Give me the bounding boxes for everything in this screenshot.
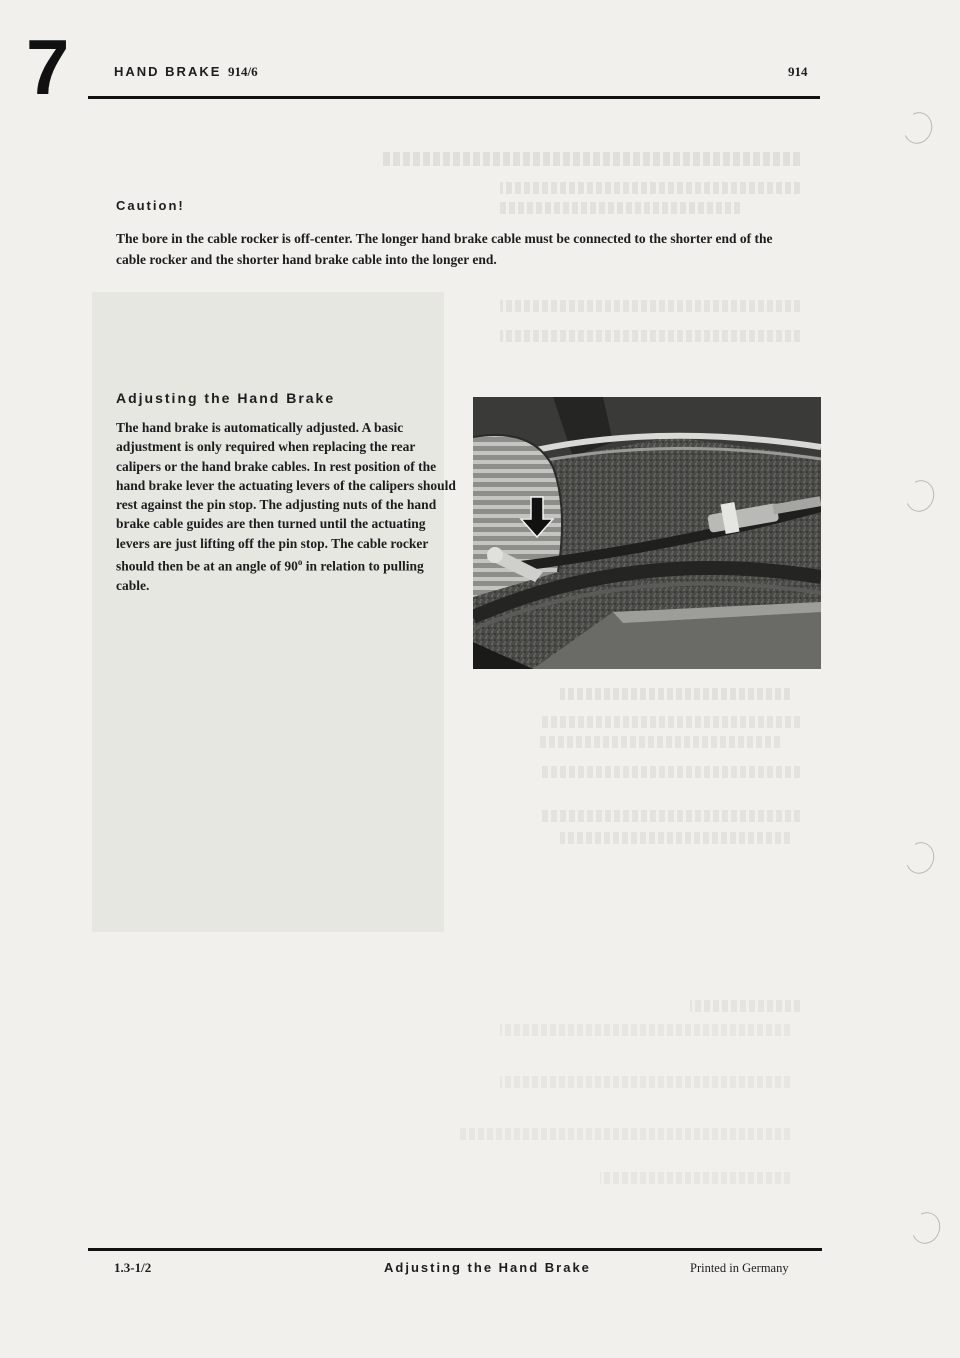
caution-paragraph: The bore in the cable rocker is off-center. The longer hand brake cable must be connected to the shorter end of the cable rocker and the shorter hand brake cable into the longer end. — [116, 231, 773, 267]
footer-divider — [88, 1248, 822, 1251]
photo-illustration — [473, 397, 821, 669]
punch-hole-icon — [901, 838, 938, 878]
page-header-model: 914 — [788, 64, 808, 79]
degree-symbol: o — [297, 557, 303, 568]
hand-brake-photo — [473, 397, 821, 669]
punch-hole-icon — [901, 476, 938, 516]
bleed-through-decoration — [540, 810, 800, 822]
bleed-through-decoration — [540, 766, 800, 778]
bleed-through-decoration — [460, 1128, 790, 1140]
header-divider — [88, 96, 820, 99]
bleed-through-decoration — [500, 300, 800, 312]
section-paragraph — [116, 418, 456, 595]
bleed-through-decoration — [560, 832, 790, 844]
paragraph-text-end: in relation to pulling cable. — [116, 558, 424, 593]
caution-heading: Caution! — [116, 198, 185, 213]
page-header-subtitle: 914/6 — [228, 64, 258, 79]
bleed-through-decoration — [560, 688, 790, 700]
punch-hole-icon — [899, 108, 936, 148]
punch-hole-icon — [907, 1208, 944, 1248]
bleed-through-decoration — [540, 716, 800, 728]
bleed-through-decoration — [600, 1172, 790, 1184]
bleed-through-decoration — [500, 182, 800, 194]
bleed-through-decoration — [500, 1024, 790, 1036]
section-heading: Adjusting the Hand Brake — [116, 390, 336, 406]
shaded-panel — [92, 292, 444, 932]
footer-page-number: 1.3-1/2 — [114, 1260, 152, 1275]
bleed-through-decoration — [690, 1000, 800, 1012]
section-number: 7 — [26, 23, 70, 111]
bleed-through-decoration — [380, 152, 800, 166]
page-header-title: HAND BRAKE — [114, 64, 222, 79]
bleed-through-decoration — [540, 736, 780, 748]
paragraph-text: The hand brake is automatically adjusted. A basic adjustment is only required when replacing the rear calipers or the hand brake cables. In rest position of the hand brake lever the actuating levers of the calipers should rest against the pin stop. The adjusting nuts of the hand brake cable guides are then turned until the actuating levers are just lifting off the pin stop. The cable rocker should then be at an angle of 90 — [116, 420, 456, 574]
footer-title: Adjusting the Hand Brake — [384, 1260, 591, 1275]
footer-printed-note: Printed in Germany — [690, 1261, 789, 1275]
bleed-through-decoration — [500, 330, 800, 342]
bleed-through-decoration — [500, 202, 740, 214]
bleed-through-decoration — [500, 1076, 790, 1088]
